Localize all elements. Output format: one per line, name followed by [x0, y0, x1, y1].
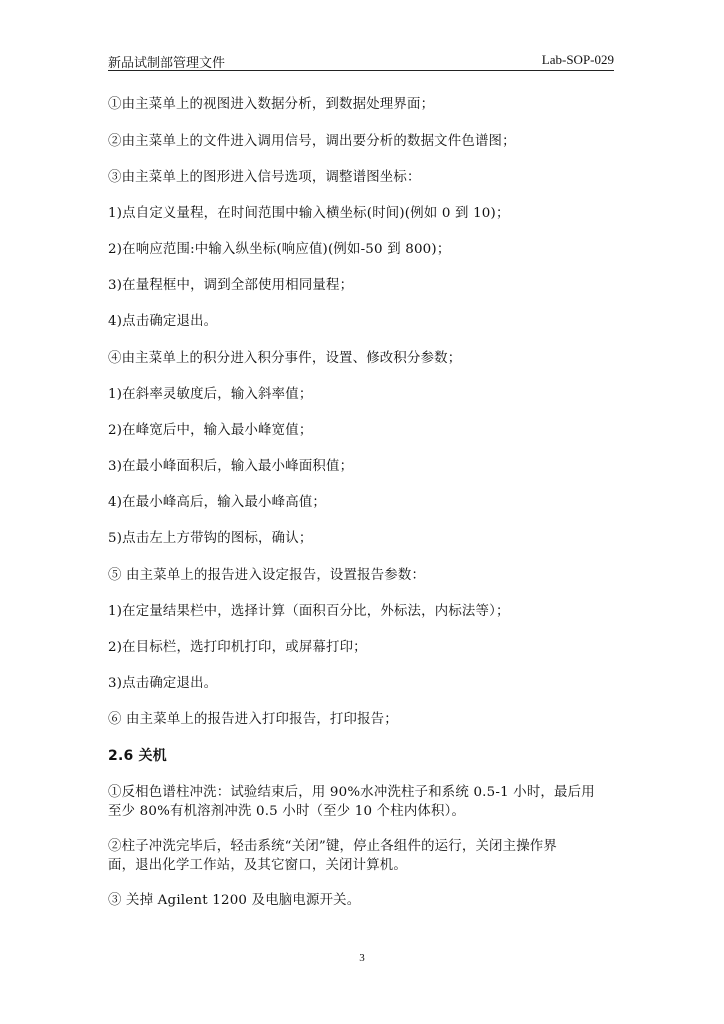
step-line: 1)点自定义量程，在时间范围中输入横坐标(时间)(例如 0 到 10)； [108, 206, 510, 221]
page-header [108, 50, 614, 71]
shutdown-step: 面，退出化学工作站，及其它窗口，关闭计算机。 [108, 858, 407, 873]
step-line: ①由主菜单上的视图进入数据分析，到数据处理界面； [108, 97, 435, 112]
step-line: ⑤ 由主菜单上的报告进入设定报告，设置报告参数： [108, 568, 426, 583]
shutdown-step: 至少 80%有机溶剂冲洗 0.5 小时（至少 10 个柱内体积）。 [108, 804, 466, 819]
step-line: ④由主菜单上的积分进入积分事件，设置、修改积分参数； [108, 351, 462, 366]
step-line: 1)在斜率灵敏度后，输入斜率值； [108, 387, 313, 402]
shutdown-step: ②柱子冲洗完毕后，轻击系统“关闭”键，停止各组件的运行，关闭主操作界 [108, 839, 557, 854]
step-line: 3)点击确定退出。 [108, 676, 218, 691]
step-line: 5)点击左上方带钩的图标，确认； [108, 531, 313, 546]
step-line: 2)在峰宽后中，输入最小峰宽值； [108, 423, 313, 438]
shutdown-step: ①反相色谱柱冲洗：试验结束后，用 90%水冲洗柱子和系统 0.5-1 小时，最后用 [108, 785, 595, 800]
step-line: 3)在量程框中，调到全部使用相同量程； [108, 278, 354, 293]
step-line: ②由主菜单上的文件进入调用信号，调出要分析的数据文件色谱图； [108, 134, 516, 149]
step-line: 4)在最小峰高后，输入最小峰高值； [108, 495, 327, 510]
step-line: ③由主菜单上的图形进入信号选项，调整谱图坐标： [108, 170, 421, 185]
page-number: 3 [359, 952, 365, 964]
section-heading: 2.6 关机 [108, 748, 167, 764]
step-line: 2)在响应范围:中输入纵坐标(响应值)(例如-50 到 800)； [108, 242, 451, 257]
shutdown-step: ③ 关掉 Agilent 1200 及电脑电源开关。 [108, 893, 361, 908]
step-line: ⑥ 由主菜单上的报告进入打印报告，打印报告； [108, 712, 398, 727]
step-line: 4)点击确定退出。 [108, 314, 218, 329]
step-line: 1)在定量结果栏中，选择计算（面积百分比，外标法，内标法等）； [108, 604, 510, 619]
step-line: 3)在最小峰面积后，输入最小峰面积值； [108, 459, 354, 474]
header-department: 新品试制部管理文件 [108, 56, 226, 71]
header-doc-code: Lab-SOP-029 [541, 52, 614, 67]
step-line: 2)在目标栏，选打印机打印，或屏幕打印； [108, 640, 367, 655]
